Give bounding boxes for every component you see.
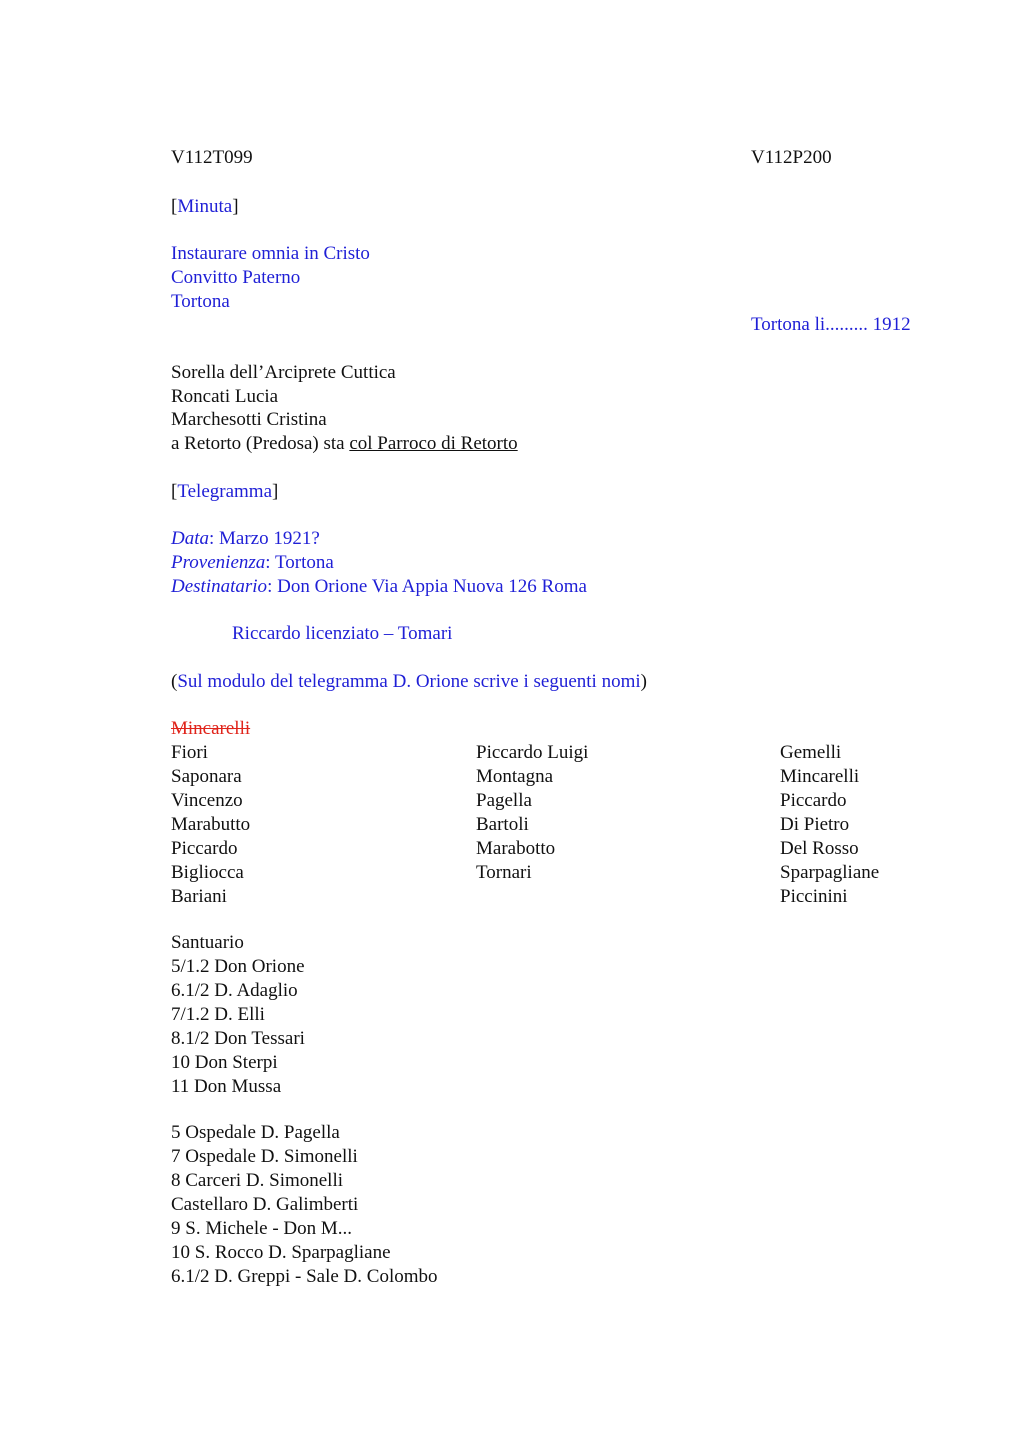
- telegramma-close-bracket: ]: [272, 481, 279, 502]
- meta-destinatario-line: [171, 575, 587, 599]
- meta-data-label: Data: [171, 528, 209, 549]
- santuario-title: Santuario: [171, 932, 244, 953]
- names-column-1: [171, 741, 250, 909]
- name-item: Saponara: [171, 766, 242, 787]
- santuario-item: 8.1/2 Don Tessari: [171, 1028, 305, 1049]
- telegramma-open-bracket: [: [171, 481, 178, 502]
- telegramma-text: Telegramma: [177, 481, 273, 502]
- schedule-item: 10 S. Rocco D. Sparpagliane: [171, 1242, 391, 1263]
- schedule-item: 6.1/2 D. Greppi - Sale D. Colombo: [171, 1266, 438, 1287]
- letterhead-city: Tortona: [171, 291, 230, 312]
- meta-provenienza-line: [171, 551, 334, 575]
- name-item: Del Rosso: [780, 838, 859, 859]
- schedule-item: 9 S. Michele - Don M...: [171, 1218, 353, 1239]
- santuario-item: 10 Don Sterpi: [171, 1052, 278, 1073]
- schedule-item: 7 Ospedale D. Simonelli: [171, 1146, 358, 1167]
- meta-data-value: : Marzo 1921?: [209, 528, 320, 549]
- meta-data-line: [171, 527, 320, 551]
- schedule-item: Castellaro D. Galimberti: [171, 1194, 359, 1215]
- santuario-item: 7/1.2 D. Elli: [171, 1004, 265, 1025]
- schedule-block: [171, 1121, 438, 1289]
- editorial-note: [171, 670, 647, 694]
- recipient-address: a Retorto (Predosa) sta: [171, 433, 350, 454]
- name-item: Marabotto: [476, 838, 556, 859]
- left-document-code: V112T099: [171, 147, 253, 168]
- telegramma-label: [171, 480, 278, 504]
- name-item: Pagella: [476, 790, 532, 811]
- name-item: Marabutto: [171, 814, 251, 835]
- name-item: Bigliocca: [171, 862, 244, 883]
- santuario-item: 5/1.2 Don Orione: [171, 956, 305, 977]
- name-item: Bariani: [171, 886, 227, 907]
- santuario-block: [171, 931, 305, 1099]
- meta-destinatario-label: Destinatario: [171, 576, 268, 597]
- letterhead-institution: Convitto Paterno: [171, 267, 301, 288]
- letterhead-motto: Instaurare omnia in Cristo: [171, 243, 370, 264]
- note-close-paren: ): [640, 671, 647, 692]
- name-item: Piccardo Luigi: [476, 742, 589, 763]
- name-item: Bartoli: [476, 814, 529, 835]
- schedule-item: 8 Carceri D. Simonelli: [171, 1170, 344, 1191]
- minuta-open-bracket: [: [171, 196, 178, 217]
- meta-provenienza-value: : Tortona: [265, 552, 334, 573]
- name-item: Vincenzo: [171, 790, 243, 811]
- names-column-3: [780, 741, 879, 909]
- minuta-close-bracket: ]: [232, 196, 239, 217]
- name-item: Mincarelli: [780, 766, 860, 787]
- note-text: Sul modulo del telegramma D. Orione scrive i seguenti nomi: [177, 671, 641, 692]
- struck-name: Mincarelli: [171, 718, 251, 739]
- name-item: Piccinini: [780, 886, 848, 907]
- name-item: Montagna: [476, 766, 554, 787]
- name-item: Di Pietro: [780, 814, 850, 835]
- recipient-line-3: Marchesotti Cristina: [171, 409, 327, 430]
- meta-destinatario-value: : Don Orione Via Appia Nuova 126 Roma: [267, 576, 587, 597]
- letter-date: Tortona li......... 1912: [751, 314, 911, 335]
- name-item: Fiori: [171, 742, 208, 763]
- santuario-item: 11 Don Mussa: [171, 1076, 282, 1097]
- meta-provenienza-label: Provenienza: [171, 552, 266, 573]
- minuta-text: Minuta: [177, 196, 233, 217]
- note-open-paren: (: [171, 671, 178, 692]
- names-column-2: [476, 741, 588, 885]
- recipient-line-4: [171, 432, 518, 456]
- recipient-address-underlined: col Parroco di Retorto: [349, 433, 518, 454]
- recipient-line-1: Sorella dell’Arciprete Cuttica: [171, 362, 396, 383]
- right-document-code: V112P200: [751, 147, 832, 168]
- minuta-label: [171, 195, 239, 219]
- name-item: Sparpagliane: [780, 862, 880, 883]
- name-item: Piccardo: [780, 790, 847, 811]
- schedule-item: 5 Ospedale D. Pagella: [171, 1122, 340, 1143]
- name-item: Tornari: [476, 862, 532, 883]
- telegram-text: Riccardo licenziato – Tomari: [232, 623, 453, 644]
- name-item: Gemelli: [780, 742, 842, 763]
- name-item: Piccardo: [171, 838, 238, 859]
- recipient-line-2: Roncati Lucia: [171, 386, 279, 407]
- santuario-item: 6.1/2 D. Adaglio: [171, 980, 298, 1001]
